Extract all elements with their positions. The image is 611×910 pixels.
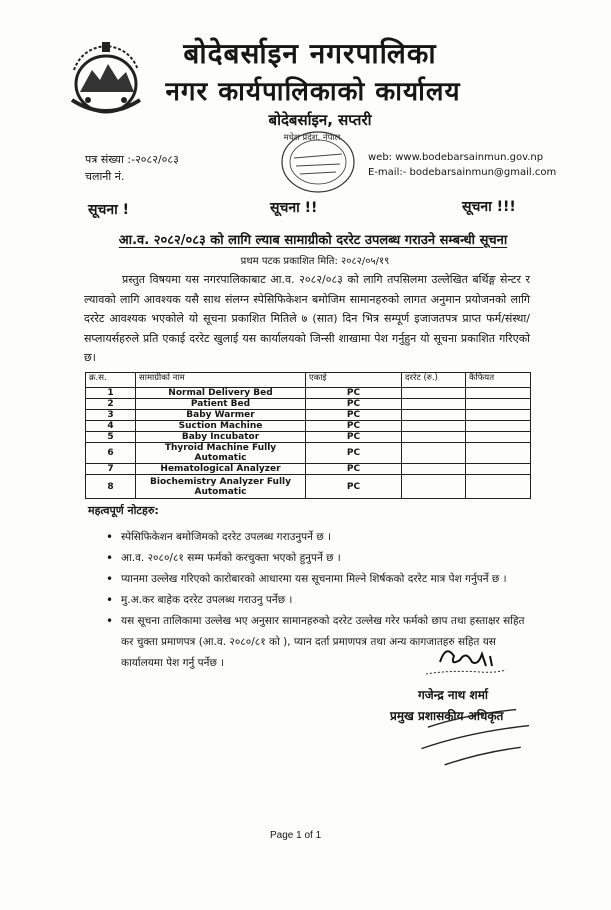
- signatory-post: प्रमुख प्रशासकीय अधिकृत: [390, 709, 504, 723]
- cell-unit: PC: [306, 443, 402, 464]
- office-location: बोदेबर्साइन, सप्तरी: [268, 111, 372, 129]
- table-row: [86, 475, 531, 499]
- signature: [420, 640, 510, 680]
- cell-rate: [402, 464, 466, 475]
- header-sn: क्र.स.: [86, 373, 136, 388]
- cell-unit: PC: [306, 432, 402, 443]
- dispatch-number: चलानी नं.: [85, 170, 125, 183]
- cell-rate: [402, 443, 466, 464]
- cell-rate: [402, 432, 466, 443]
- list-item: • मु.अ.कर बाहेक दररेट उपलब्ध गराउनु पर्नेछ ।: [106, 590, 536, 611]
- cell-rate: [402, 399, 466, 410]
- table-row: [86, 432, 531, 443]
- cell-rate: [402, 410, 466, 421]
- cell-unit: PC: [306, 421, 402, 432]
- cell-unit: PC: [306, 410, 402, 421]
- table-row: [86, 388, 531, 399]
- official-seal-stamp: [400, 700, 540, 772]
- notice-label-2: सूचना !!: [270, 200, 318, 216]
- table-row: [86, 421, 531, 432]
- cell-sn: 8: [86, 475, 136, 499]
- notice-body: प्रस्तुत विषयमा यस नगरपालिकाबाट आ.व. २०८२/०८३ को लागि तपसिलमा उल्लेखित बर्थिङ्ग सेन्टर र ल्यावको लागि आवश्यक यसै साथ संलग्न स्पेसिफिकेशन बमोजिम सामानहरुको लागत अनुमान प्रयोजनको लागि दररेट आवश्यक भएकोले यो सूचना प्रकाशित मितिले ७ (सात) दिन भित्र सम्पूर्ण इजाजतपत्र प्राप्त फर्म/संस्था/सप्लायर्सहरुले प्रति एकाई दररेट खुलाई यस कार्यालयको जिन्सी शाखामा पेश गर्नुहुन यो सूचना प्रकाशित गरिएको छ।: [84, 273, 530, 364]
- cell-rate: [402, 388, 466, 399]
- cell-sn: 4: [86, 421, 136, 432]
- table-row: [86, 399, 531, 410]
- cell-name: Hematological Analyzer: [136, 464, 306, 475]
- cell-rate: [402, 475, 466, 499]
- items-table: [85, 372, 531, 498]
- notice-label-3: सूचना !!!: [462, 199, 516, 215]
- cell-remarks: [466, 464, 531, 475]
- notes-heading: महत्वपूर्ण नोटहरु:: [88, 504, 159, 517]
- cell-unit: PC: [306, 475, 402, 499]
- table-header-row: [86, 373, 531, 388]
- cell-sn: 7: [86, 464, 136, 475]
- cell-unit: PC: [306, 399, 402, 410]
- cell-remarks: [466, 410, 531, 421]
- cell-name: Baby Incubator: [136, 432, 306, 443]
- cell-remarks: [466, 443, 531, 464]
- cell-rate: [402, 421, 466, 432]
- cell-remarks: [466, 388, 531, 399]
- reference-number: पत्र संख्या :-२०८२/०८३: [85, 153, 179, 166]
- list-item: • आ.व. २०८०/८१ सम्म फर्मको करचुक्ता भएको हुनुपर्ने छ ।: [106, 548, 536, 569]
- office-stamp: [278, 128, 358, 196]
- cell-remarks: [466, 399, 531, 410]
- list-item: • यस सूचना तालिकामा उल्लेख भए अनुसार सामानहरुको दररेट उल्लेख गरेर फर्मको छाप तथा हस्ताक्षर सहित कर चुक्ता प्रमाणपत्र (आ.व. २०८०/८१ को ), प्यान दर्ता प्रमाणपत्र तथा अन्य कागजातहरु सहित यस कार्यालयमा पेश गर्नु पर्नेछ ।: [106, 611, 536, 674]
- table-row: [86, 410, 531, 421]
- cell-name: Baby Warmer: [136, 410, 306, 421]
- table-row: [86, 443, 531, 464]
- cell-unit: PC: [306, 388, 402, 399]
- cell-sn: 3: [86, 410, 136, 421]
- province-line: मधेश प्रदेश, नेपाल: [283, 133, 341, 143]
- page-number: Page 1 of 1: [270, 830, 322, 841]
- cell-sn: 2: [86, 399, 136, 410]
- first-published-date: प्रथम पटक प्रकाशित मिति: २०८२/०५/१९: [240, 256, 390, 267]
- list-item: • स्पेसिफिकेशन बमोजिमको दररेट उपलब्ध गराउनुपर्ने छ ।: [106, 527, 536, 548]
- notice-label-1: सूचना !: [88, 202, 130, 218]
- notice-subject: आ.व. २०८२/०८३ को लागि ल्याब सामाग्रीको दररेट उपलब्ध गराउने सम्बन्धी सूचना: [118, 233, 508, 248]
- cell-name: Suction Machine: [136, 421, 306, 432]
- header-rate: दररेट (रु.): [402, 373, 466, 388]
- header-name: सामाग्रीको नाम: [136, 373, 306, 388]
- cell-name: Thyroid Machine Fully Automatic: [136, 443, 306, 464]
- cell-sn: 6: [86, 443, 136, 464]
- cell-name: Patient Bed: [136, 399, 306, 410]
- header-unit: एकाई: [306, 373, 402, 388]
- cell-name: Normal Delivery Bed: [136, 388, 306, 399]
- website: web: www.bodebarsainmun.gov.np: [368, 152, 544, 163]
- cell-remarks: [466, 421, 531, 432]
- signatory-name: गजेन्द्र नाथ शर्मा: [418, 688, 488, 702]
- header-remarks: कैफियत: [466, 373, 531, 388]
- cell-remarks: [466, 475, 531, 499]
- email: E-mail:- bodebarsainmun@gmail.com: [368, 167, 557, 178]
- office-name: नगर कार्यपालिकाको कार्यालय: [165, 77, 461, 107]
- org-name: बोदेबर्साइन नगरपालिका: [183, 37, 437, 70]
- cell-sn: 1: [86, 388, 136, 399]
- list-item: • प्यानमा उल्लेख गरिएको कारोबारको आधारमा यस सूचनामा मिल्ने शिर्षकको दररेट मात्र पेश गर्नुपर्ने छ ।: [106, 569, 536, 590]
- table-row: [86, 464, 531, 475]
- cell-remarks: [466, 432, 531, 443]
- nepal-emblem-logo: [62, 40, 150, 120]
- cell-sn: 5: [86, 432, 136, 443]
- cell-name: Biochemistry Analyzer Fully Automatic: [136, 475, 306, 499]
- cell-unit: PC: [306, 464, 402, 475]
